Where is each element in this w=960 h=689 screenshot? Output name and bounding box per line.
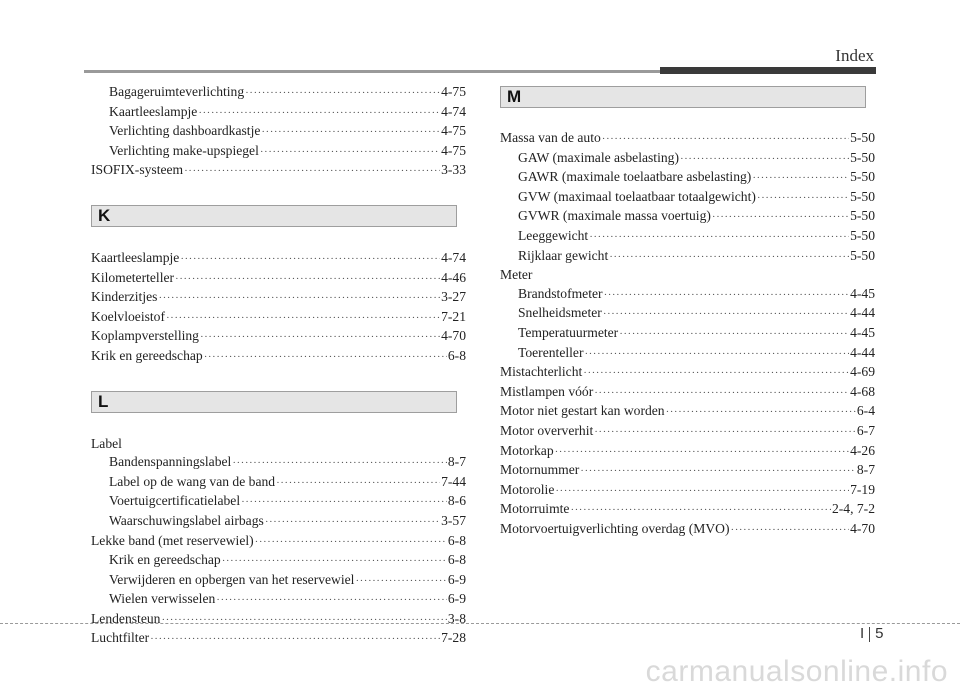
index-entry-page: 4-75	[441, 123, 466, 139]
index-entry-page: 6-8	[447, 552, 466, 568]
dot-leader	[604, 286, 850, 305]
index-entry-text: Koplampverstelling	[91, 328, 199, 344]
index-entry-page: 3-8	[447, 610, 466, 626]
section-header-k: K	[91, 205, 457, 227]
index-entry-text: Motorolie	[500, 481, 555, 497]
index-entry-text: GAW (maximale asbelasting)	[518, 149, 679, 165]
dot-leader	[216, 591, 447, 610]
index-entry-text: GVWR (maximale massa voertuig)	[518, 208, 711, 224]
index-entry-text: Mistlampen vóór	[500, 383, 594, 399]
index-entry-page: 4-70	[441, 328, 466, 344]
watermark: carmanualsonline.info	[645, 655, 948, 688]
index-entry	[500, 227, 875, 247]
index-entry-page: 4-26	[850, 442, 875, 458]
dot-leader	[150, 630, 440, 649]
dot-leader	[570, 501, 830, 520]
index-entry	[91, 590, 466, 610]
index-entry	[91, 288, 466, 308]
dot-leader	[584, 345, 849, 364]
index-entry-page: 7-21	[441, 308, 466, 324]
index-entry-page: 8-7	[856, 462, 875, 478]
index-entry	[500, 324, 875, 344]
index-entry-page: 4-45	[850, 285, 875, 301]
dot-leader	[200, 328, 440, 347]
index-entry-text: Verlichting dashboardkastje	[109, 123, 261, 139]
index-entry	[91, 83, 466, 103]
index-entry-page: 4-70	[850, 520, 875, 536]
index-entry-page: 5-50	[850, 208, 875, 224]
index-entry	[500, 247, 875, 267]
index-entry	[91, 347, 466, 367]
index-entry	[91, 269, 466, 289]
index-entry-text: Motorvoertuigverlichting overdag (MVO)	[500, 520, 730, 536]
index-entry	[500, 520, 875, 540]
index-entry	[500, 442, 875, 462]
dot-leader	[180, 250, 440, 269]
index-entry-page: 6-8	[447, 347, 466, 363]
dot-leader	[158, 289, 440, 308]
index-entry	[91, 122, 466, 142]
dot-leader	[265, 513, 440, 532]
index-entry-text: Waarschuwingslabel airbags	[109, 512, 264, 528]
dot-leader	[594, 423, 856, 442]
dot-leader	[276, 474, 440, 493]
index-entry-text: Kilometerteller	[91, 269, 175, 285]
index-entry-page: 4-74	[441, 103, 466, 119]
index-entry-text: Bandenspanningslabel	[109, 454, 232, 470]
index-entry-text: Leeggewicht	[518, 227, 589, 243]
left-top-entries	[91, 83, 466, 181]
index-entry-page: 5-50	[850, 130, 875, 145]
index-entry-text: Wielen verwisselen	[109, 591, 216, 607]
index-entry-text: Verwijderen en opbergen van het reservewiel	[109, 571, 355, 587]
index-heading-label: Label	[91, 435, 122, 451]
index-entry-text: Brandstofmeter	[518, 285, 603, 301]
m-entries-b	[500, 285, 875, 540]
page-number	[860, 625, 884, 642]
index-entry	[91, 308, 466, 328]
index-entry-page: 8-7	[447, 454, 466, 470]
index-entry-text: Kinderzitjes	[91, 289, 158, 305]
dot-leader	[222, 552, 447, 571]
index-entry	[91, 327, 466, 347]
dot-leader	[603, 305, 849, 324]
index-entry-page: 4-46	[441, 269, 466, 285]
index-entry-text: Motorkap	[500, 442, 554, 458]
dot-leader	[619, 325, 849, 344]
dot-leader	[161, 611, 446, 630]
index-entry-text: Motor oververhit	[500, 422, 594, 438]
header-rule	[84, 70, 660, 73]
index-entry	[500, 481, 875, 501]
footer-section-letter: I	[860, 625, 865, 642]
index-entry-text: Motorruimte	[500, 501, 570, 517]
index-entry-page: 7-19	[850, 481, 875, 497]
index-entry	[500, 207, 875, 227]
index-entry-text: Mistachterlicht	[500, 364, 583, 380]
dot-leader	[261, 123, 440, 142]
index-entry-page: 6-9	[447, 571, 466, 587]
index-entry-page: 8-6	[447, 493, 466, 509]
l-entries	[91, 453, 466, 649]
footer-rule	[0, 623, 960, 624]
index-entry-page: 4-44	[850, 305, 875, 321]
dot-leader	[204, 348, 447, 367]
index-entry-page: 5-50	[850, 227, 875, 243]
index-entry	[500, 500, 875, 520]
index-entry-page: 7-44	[441, 473, 466, 489]
index-entry	[91, 610, 466, 630]
index-entry-page: 4-45	[850, 324, 875, 340]
index-entry-text: Kaartleeslampje	[91, 249, 180, 265]
index-entry	[91, 512, 466, 532]
index-entry	[91, 629, 466, 649]
dot-leader	[589, 228, 849, 247]
dot-leader	[752, 169, 849, 188]
index-entry	[500, 285, 875, 305]
dot-leader	[680, 150, 849, 169]
index-entry-page: 5-50	[850, 188, 875, 204]
dot-leader	[609, 248, 849, 267]
dot-leader	[594, 384, 849, 403]
index-entry	[91, 473, 466, 493]
index-entry-text: Label op de wang van de band	[109, 473, 276, 489]
index-entry-text: Voertuigcertificatielabel	[109, 493, 241, 509]
index-entry-text: Temperatuurmeter	[518, 324, 619, 340]
index-entry-text: Krik en gereedschap	[91, 347, 203, 363]
index-entry	[500, 168, 875, 188]
dot-leader	[666, 403, 856, 422]
dot-leader	[241, 493, 447, 512]
index-entry-text: Toerenteller	[518, 344, 584, 360]
index-entry	[500, 304, 875, 324]
index-entry-page: 4-75	[441, 142, 466, 158]
header-accent-bar	[660, 67, 876, 74]
dot-leader	[166, 309, 440, 328]
index-entry-page: 4-69	[850, 364, 875, 380]
dot-leader	[255, 533, 447, 552]
index-entry-page: 3-27	[441, 289, 466, 305]
index-entry-text: Koelvloeistof	[91, 308, 165, 324]
index-entry	[500, 149, 875, 169]
index-heading-meter: Meter	[500, 267, 533, 283]
dot-leader	[245, 84, 440, 103]
index-entry	[500, 402, 875, 422]
index-entry-page: 7-28	[441, 630, 466, 646]
index-entry-page: 3-33	[441, 162, 466, 178]
dot-leader	[198, 104, 440, 123]
index-entry-text: GVW (maximaal toelaatbaar totaalgewicht)	[518, 188, 756, 204]
m-entries-a	[500, 129, 875, 266]
footer-separator	[869, 627, 870, 642]
index-entry-page: 5-50	[850, 247, 875, 263]
index-entry	[91, 142, 466, 162]
dot-leader	[175, 270, 440, 289]
index-entry-page: 4-68	[850, 383, 875, 399]
index-entry	[500, 461, 875, 481]
section-header-l: L	[91, 391, 457, 413]
index-entry-text: Verlichting make-upspiegel	[109, 142, 259, 158]
index-entry-text: Massa van de auto	[500, 130, 601, 145]
index-column-left	[91, 83, 466, 649]
index-entry-text: Kaartleeslampje	[109, 103, 198, 119]
index-entry-text: Snelheidsmeter	[518, 305, 602, 321]
index-entry-page: 6-8	[447, 532, 466, 548]
k-entries	[91, 249, 466, 367]
index-entry-text: Rijklaar gewicht	[518, 247, 609, 263]
index-entry	[91, 249, 466, 269]
index-entry-page: 3-57	[441, 512, 466, 528]
dot-leader	[555, 482, 849, 501]
index-entry-page: 6-4	[856, 403, 875, 419]
dot-leader	[555, 443, 849, 462]
index-entry-text: Luchtfilter	[91, 630, 150, 646]
index-entry	[91, 532, 466, 552]
index-entry	[91, 103, 466, 123]
index-entry-text: Krik en gereedschap	[109, 552, 221, 568]
index-entry-text: GAWR (maximale toelaatbare asbelasting)	[518, 169, 752, 185]
index-entry	[500, 363, 875, 383]
index-entry	[500, 188, 875, 208]
dot-leader	[355, 572, 446, 591]
index-entry-text: Bagageruimteverlichting	[109, 84, 245, 99]
dot-leader	[757, 189, 849, 208]
index-entry	[500, 383, 875, 403]
footer-page-number: 5	[875, 625, 884, 642]
index-entry	[91, 161, 466, 181]
dot-leader	[602, 130, 849, 149]
dot-leader	[232, 454, 447, 473]
index-entry	[91, 453, 466, 473]
index-entry-text: Lendensteun	[91, 610, 161, 626]
index-entry-text: Motornummer	[500, 462, 580, 478]
page-header-title: Index	[835, 46, 874, 65]
dot-leader	[184, 162, 440, 181]
index-entry	[500, 344, 875, 364]
section-header-m: M	[500, 86, 866, 108]
dot-leader	[580, 462, 856, 481]
index-column-right	[500, 83, 875, 539]
index-entry	[91, 492, 466, 512]
index-entry-page: 6-7	[856, 422, 875, 438]
index-entry	[91, 551, 466, 571]
dot-leader	[260, 143, 440, 162]
dot-leader	[731, 521, 850, 540]
index-entry-page: 6-9	[447, 591, 466, 607]
index-entry-text: Motor niet gestart kan worden	[500, 403, 665, 419]
index-entry	[91, 571, 466, 591]
index-entry-page: 5-50	[850, 169, 875, 185]
dot-leader	[583, 364, 849, 383]
index-entry-text: ISOFIX-systeem	[91, 162, 184, 178]
index-entry-page: 2-4, 7-2	[831, 501, 875, 517]
index-entry-page: 5-50	[850, 149, 875, 165]
index-entry	[500, 129, 875, 149]
dot-leader	[712, 208, 849, 227]
index-entry	[500, 422, 875, 442]
index-entry-page: 4-74	[441, 249, 466, 265]
index-entry-page: 4-75	[441, 84, 466, 99]
index-entry-page: 4-44	[850, 344, 875, 360]
index-entry-text: Lekke band (met reservewiel)	[91, 532, 254, 548]
